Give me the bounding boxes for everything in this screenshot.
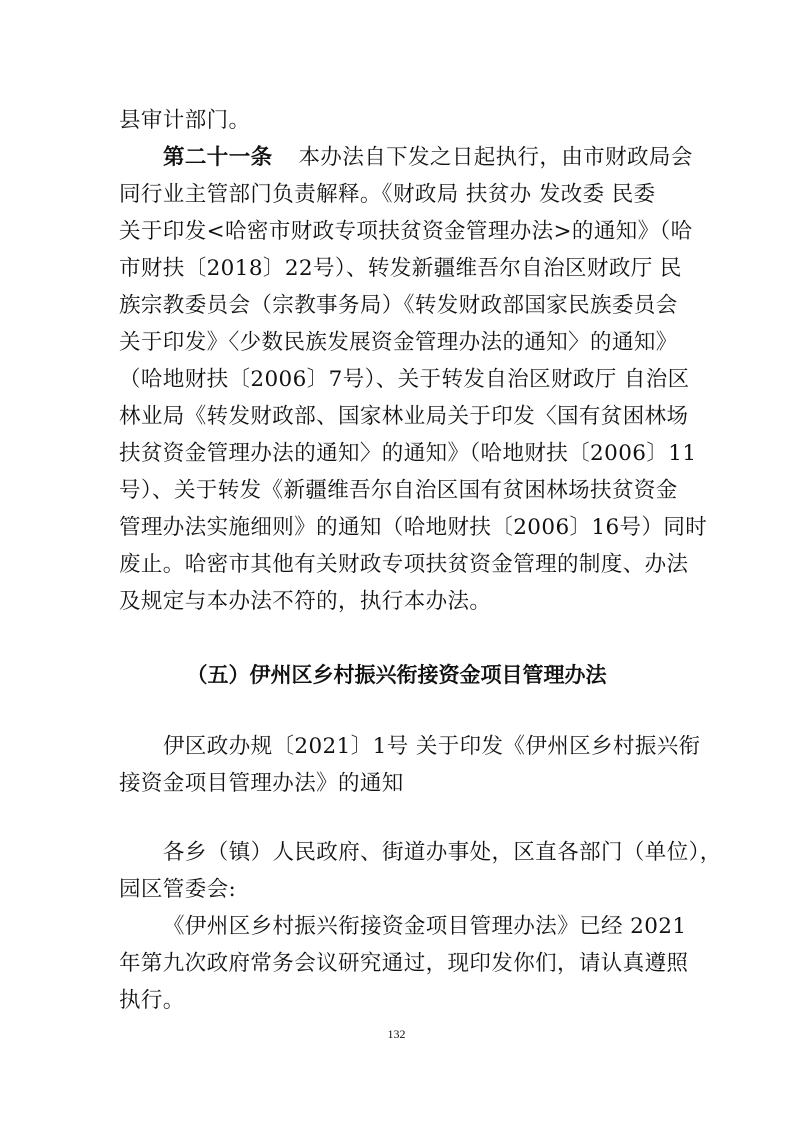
text-line-1: 县审计部门。	[119, 108, 251, 133]
text-line-11: 号）、关于转发《新疆维吾尔自治区国有贫困林场扶贫资金	[119, 478, 678, 503]
text-line-5: 市财扶〔2018〕22号）、转发新疆维吾尔自治区财政厅 民	[119, 256, 682, 281]
addressee-line-1: 各乡（镇）人民政府、街道办事处，区直各部门（单位），	[163, 840, 722, 865]
body-line-1: 《伊州区乡村振兴衔接资金项目管理办法》已经 2021	[163, 914, 687, 939]
body-line-2: 年第九次政府常务会议研究通过，现印发你们，请认真遵照	[119, 951, 689, 976]
text-line-9: 林业局《转发财政部、国家林业局关于印发〈国有贫困林场	[119, 404, 689, 429]
text-line-10: 扶贫资金管理办法的通知〉的通知》（哈地财扶〔2006〕11	[119, 441, 697, 466]
article-21-line	[163, 143, 693, 173]
text-line-3: 同行业主管部门负责解释。《财政局 扶贫办 发改委 民委	[119, 182, 656, 207]
text-line-7: 关于印发》〈少数民族发展资金管理办法的通知〉的通知》	[119, 330, 678, 355]
text-line-8: （哈地财扶〔2006〕7号）、关于转发自治区财政厅 自治区	[119, 367, 690, 392]
notice-line-1: 伊区政办规〔2021〕1号 关于印发《伊州区乡村振兴衔	[163, 734, 701, 759]
text-line-12: 管理办法实施细则》的通知（哈地财扶〔2006〕16号）同时	[119, 515, 708, 540]
text-line-13: 废止。哈密市其他有关财政专项扶贫资金管理的制度、办法	[119, 552, 689, 577]
notice-line-2: 接资金项目管理办法》的通知	[119, 771, 404, 796]
text-line-14: 及规定与本办法不符的，执行本办法。	[119, 589, 492, 614]
article-text: 本办法自下发之日起执行，由市财政局会	[298, 145, 693, 170]
body-line-3: 执行。	[119, 988, 185, 1013]
article-label: 第二十一条	[163, 145, 273, 170]
text-line-6: 族宗教委员会（宗教事务局）《转发财政部国家民族委员会	[119, 293, 678, 318]
text-line-4: 关于印发<哈密市财政专项扶贫资金管理办法>的通知》（哈	[119, 219, 693, 244]
section-heading: （五）伊州区乡村振兴衔接资金项目管理办法	[186, 663, 607, 687]
addressee-line-2: 园区管委会:	[119, 877, 237, 902]
page-number: 132	[387, 1027, 406, 1041]
